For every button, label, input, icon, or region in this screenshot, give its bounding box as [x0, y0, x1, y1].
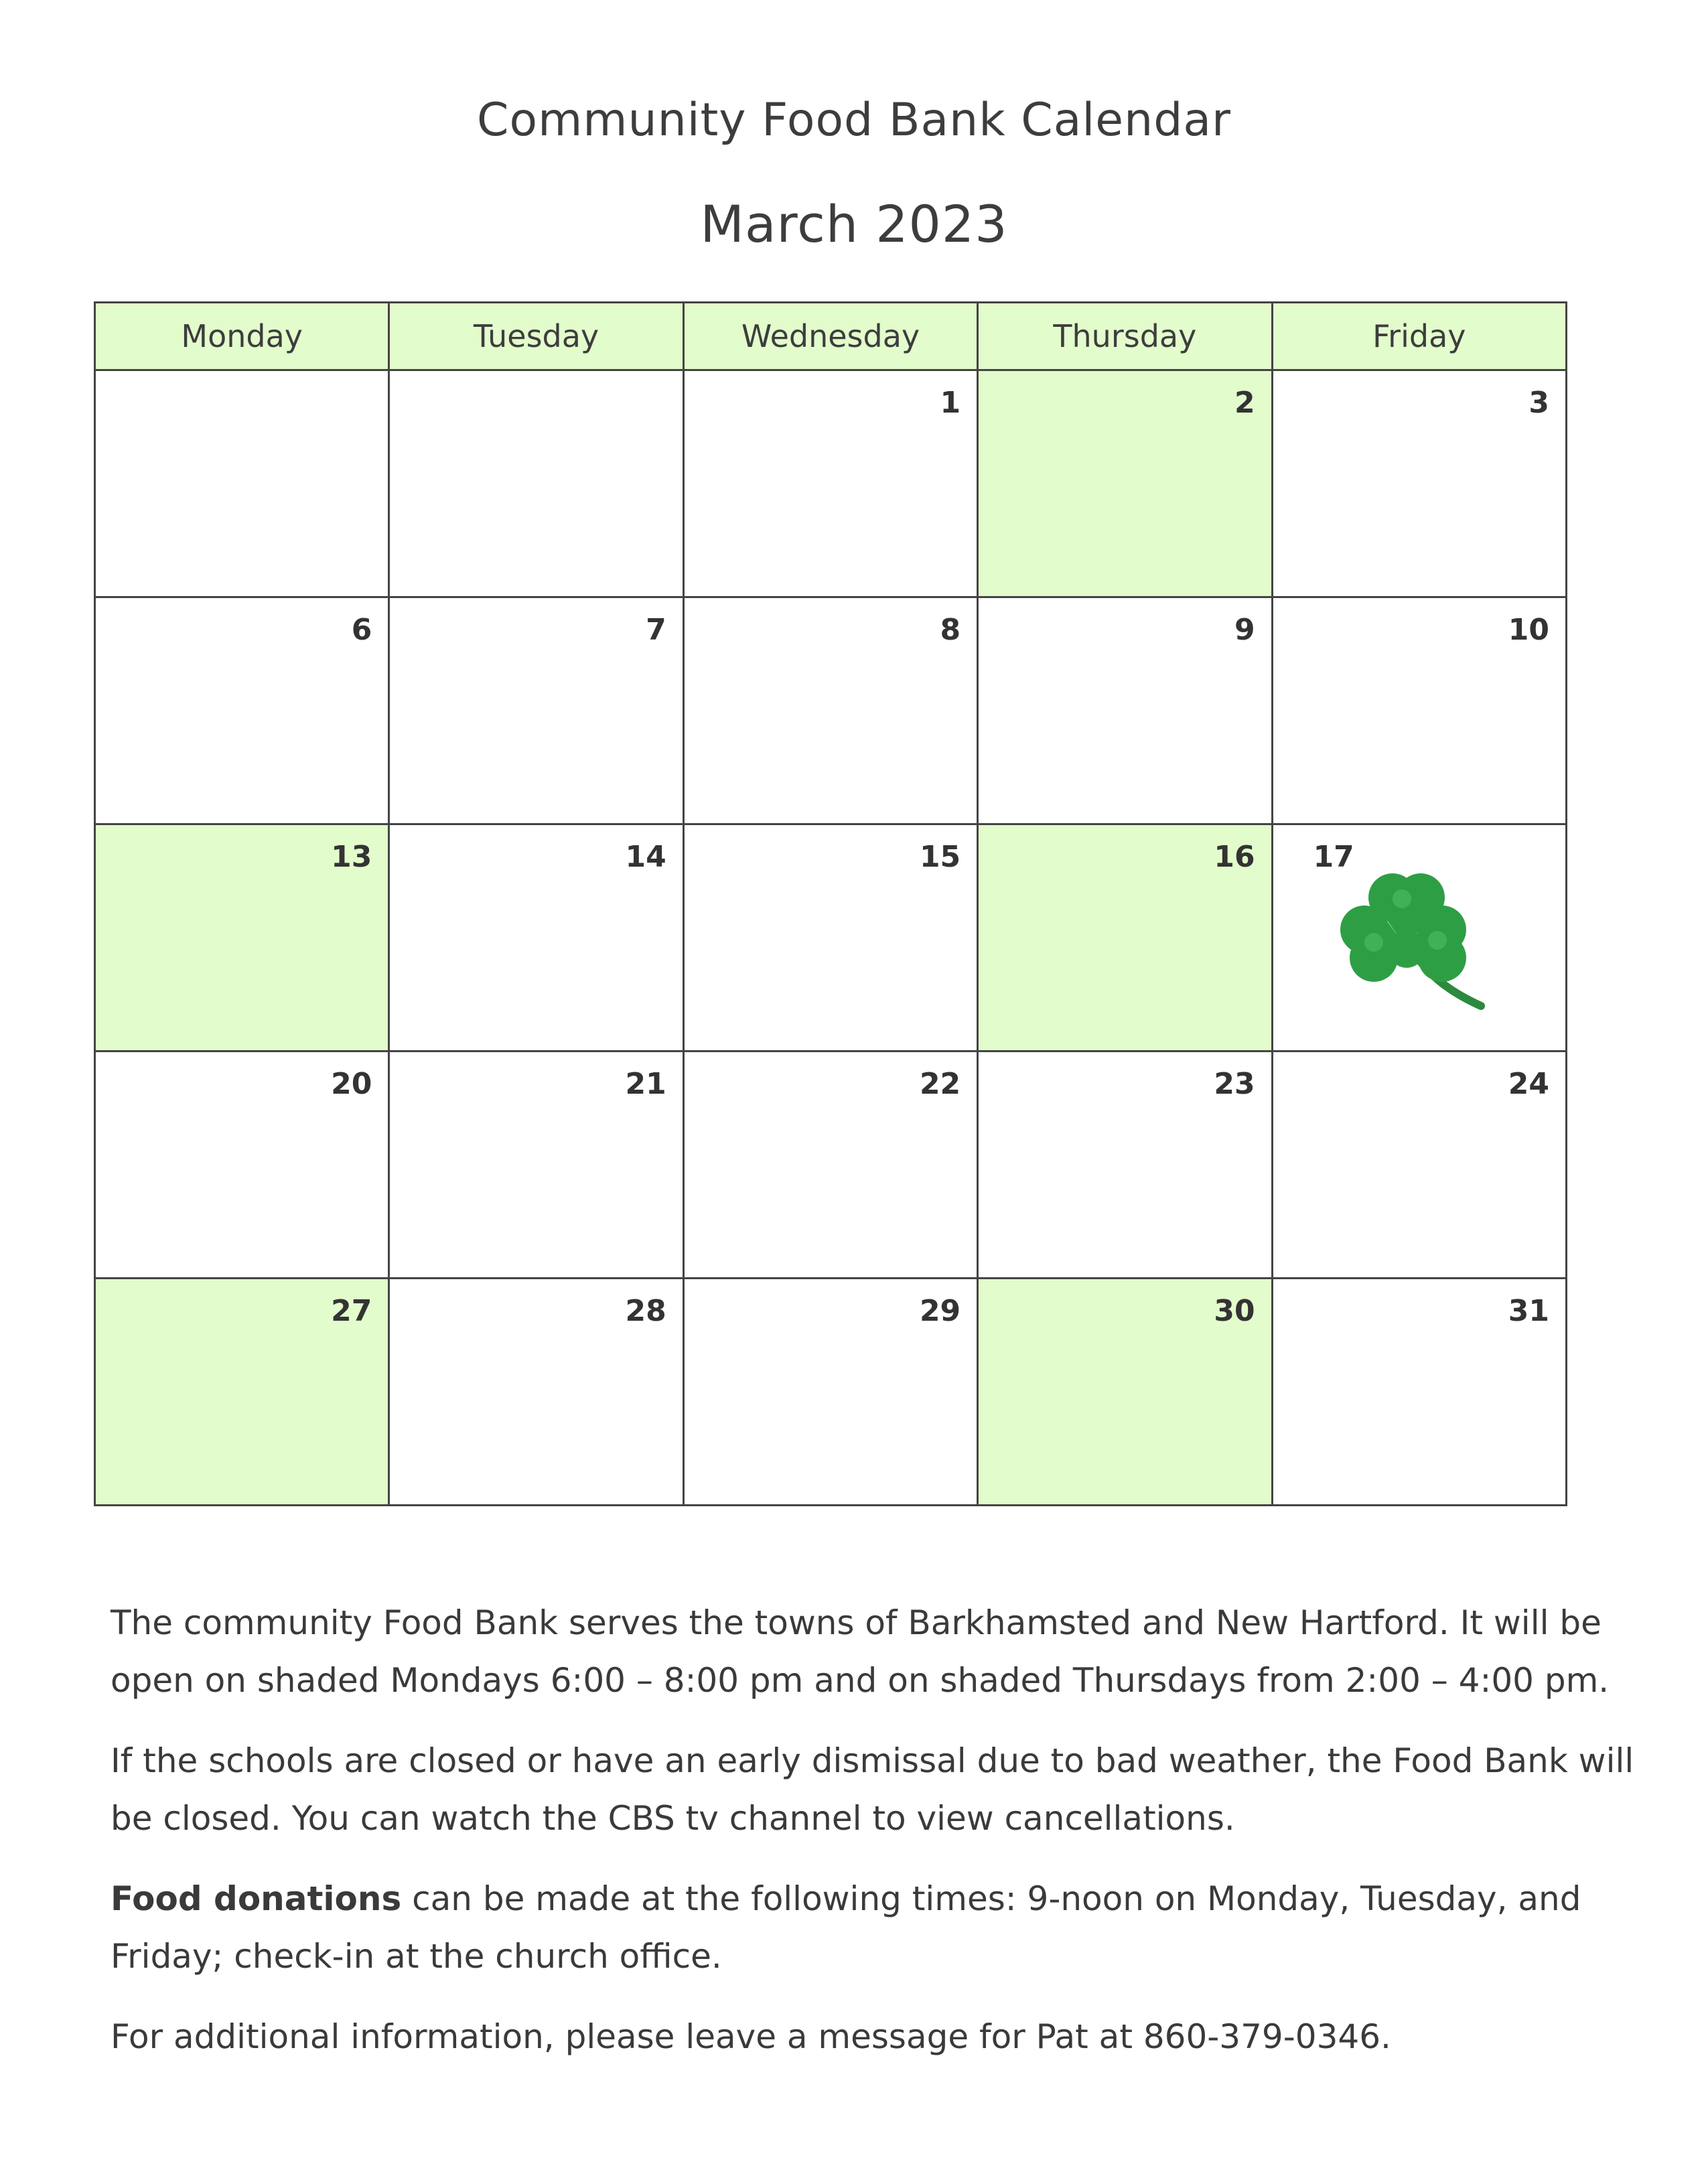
weekday-thursday: Thursday	[978, 303, 1272, 370]
contact-paragraph: For additional information, please leave a message for Pat at 860-379-0346.	[111, 2017, 1391, 2056]
week-row	[95, 1051, 1567, 1279]
calendar-grid	[94, 301, 1567, 1506]
day-cell-shaded	[978, 1279, 1272, 1506]
day-cell	[389, 597, 683, 824]
info-notes	[111, 1594, 1678, 2088]
day-number: 13	[331, 840, 372, 874]
weekday-tuesday: Tuesday	[389, 303, 683, 370]
day-number: 23	[1214, 1067, 1255, 1101]
day-cell	[683, 824, 977, 1051]
day-number	[96, 371, 388, 386]
week-row	[95, 824, 1567, 1051]
day-cell-shaded	[95, 824, 389, 1051]
weekday-friday: Friday	[1272, 303, 1566, 370]
week-row	[95, 597, 1567, 824]
day-number: 8	[940, 613, 961, 647]
day-number: 3	[1528, 386, 1549, 420]
day-number: 31	[1508, 1294, 1549, 1328]
day-cell-shaded	[95, 1279, 389, 1506]
day-cell	[95, 597, 389, 824]
day-number: 21	[625, 1067, 666, 1101]
day-number	[390, 371, 682, 386]
day-number: 2	[1234, 386, 1255, 420]
day-cell	[683, 1051, 977, 1279]
day-cell-shaded	[978, 824, 1272, 1051]
donations-text: can be made at the following times: 9-noon on Monday, Tuesday, and Friday; check-in at the church office.	[111, 1879, 1581, 1976]
weekday-wednesday: Wednesday	[683, 303, 977, 370]
day-number: 20	[331, 1067, 372, 1101]
day-cell	[978, 1051, 1272, 1279]
day-number: 9	[1234, 613, 1255, 647]
month-title: March 2023	[700, 194, 1008, 254]
day-cell	[1272, 1051, 1566, 1279]
weather-paragraph: If the schools are closed or have an early dismissal due to bad weather, the Food Bank will be closed. You can watch the CBS tv channel to view cancellations.	[111, 1741, 1634, 1838]
weekday-monday: Monday	[95, 303, 389, 370]
day-cell-st-patricks	[1272, 824, 1566, 1051]
day-cell	[683, 1279, 977, 1506]
shamrock-icon	[1327, 865, 1494, 1019]
day-cell	[95, 1051, 389, 1279]
day-number: 1	[940, 386, 961, 420]
week-row	[95, 1279, 1567, 1506]
day-cell	[683, 597, 977, 824]
day-cell	[1272, 1279, 1566, 1506]
donations-label: Food donations	[111, 1879, 402, 1918]
day-number: 10	[1508, 613, 1549, 647]
day-cell	[978, 597, 1272, 824]
week-row	[95, 370, 1567, 597]
donations-paragraph	[111, 1870, 1678, 1985]
day-cell	[389, 370, 683, 597]
day-number: 22	[919, 1067, 961, 1101]
day-number: 30	[1214, 1294, 1255, 1328]
day-number: 17	[1313, 840, 1354, 874]
day-number: 7	[646, 613, 666, 647]
weekday-header-row	[95, 303, 1567, 370]
day-number: 27	[331, 1294, 372, 1328]
day-cell	[389, 1279, 683, 1506]
day-cell	[1272, 370, 1566, 597]
day-cell	[95, 370, 389, 597]
day-number: 14	[625, 840, 666, 874]
day-cell	[389, 1051, 683, 1279]
hours-paragraph: The community Food Bank serves the towns of Barkhamsted and New Hartford. It will be open on shaded Mondays 6:00 – 8:00 pm and on shaded Thursdays from 2:00 – 4:00 pm.	[111, 1603, 1610, 1700]
day-number: 29	[919, 1294, 961, 1328]
day-number: 16	[1214, 840, 1255, 874]
page-title: Community Food Bank Calendar	[476, 94, 1232, 147]
day-cell-shaded	[978, 370, 1272, 597]
day-cell	[683, 370, 977, 597]
day-number: 15	[919, 840, 961, 874]
day-cell	[389, 824, 683, 1051]
day-number: 24	[1508, 1067, 1549, 1101]
day-number: 28	[625, 1294, 666, 1328]
day-number: 6	[351, 613, 372, 647]
day-cell	[1272, 597, 1566, 824]
